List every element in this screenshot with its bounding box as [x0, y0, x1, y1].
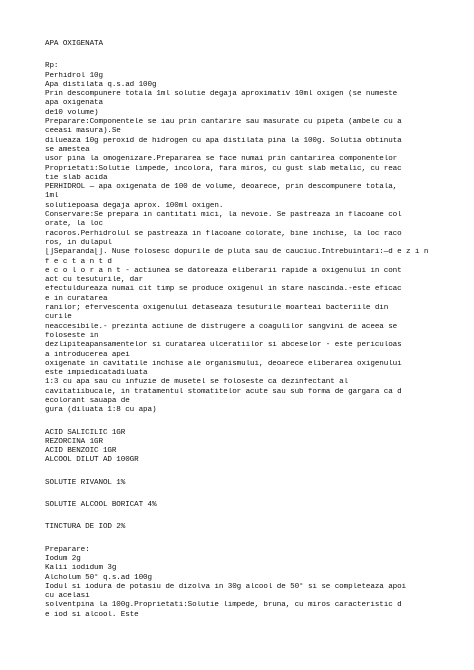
- heading-solutie-rivanol: SOLUTIE RIVANOL 1%: [45, 478, 126, 487]
- text-line: e iod si alcool. Este: [45, 610, 139, 619]
- text-line: cu acelasi: [45, 592, 90, 601]
- text-line: a introducerea apei: [45, 350, 130, 359]
- spacer: [45, 510, 459, 523]
- text-line: f e c t a n t d: [45, 257, 112, 266]
- text-line: foloseste in: [45, 331, 99, 340]
- text-line: Preparare:: [45, 545, 90, 554]
- text-line: Conservare:Se prepara in cantitati mici, la nevoie. Se pastreaza in flacoane col: [45, 211, 402, 220]
- text-line: Perhidrol 10g: [45, 71, 103, 80]
- text-line: Rp:: [45, 62, 59, 71]
- text-line: gura (diluata 1:8 cu apa): [45, 406, 157, 415]
- text-line: ACID BENZOIC 1GR: [45, 447, 117, 456]
- text-line: Iodum 2g: [45, 554, 81, 563]
- text-line: REZORCINA 1GR: [45, 437, 103, 446]
- spacer: [45, 533, 459, 546]
- text-line: ACID SALICILIC 1GR: [45, 428, 126, 437]
- text-line: []Separanda[]. Nuse folosesc dopurile de pluta sau de cauciuc.Intrebuintari:—d e z i n: [45, 248, 429, 257]
- text-line: de10 volume): [45, 108, 99, 117]
- spacer: [45, 466, 459, 479]
- document-title: APA OXIGENATA: [45, 40, 103, 48]
- heading-tinctura-de-iod: TINCTURA DE IOD 2%: [45, 523, 126, 532]
- text-line: efectuldureaza numai cit timp se produce oxigenul in stare nascinda.-este eficac: [45, 285, 402, 294]
- spacer: [45, 49, 459, 62]
- text-line: Kalii iodidum 3g: [45, 564, 117, 573]
- text-line: PERHIDROL — apa oxigenata de 100 de volume, deoarece, prin descompunere totala,: [45, 183, 398, 192]
- text-line: e c o l o r a n t - actiunea se datoreaza eliberarii rapide a oxigenului in cont: [45, 266, 402, 275]
- text-line: ceeasi masura).Se: [45, 127, 121, 136]
- text-line: Proprietati:Solutie limpede, incolora, fara miros, cu gust slab metalic, cu reac: [45, 164, 402, 173]
- text-line: oxigenate in cavitatile inchise ale organismului, deoarece eliberarea oxigenului: [45, 359, 402, 368]
- spacer: [45, 416, 459, 429]
- text-line: Iodul si iodura de potasiu de dizolva in 30g alcool de 50° si se completeaza apoi: [45, 582, 407, 591]
- text-line: se amestea: [45, 145, 90, 154]
- text-line: 1ml: [45, 192, 59, 201]
- text-line: dezlipiteapansamentelor si curatarea ulceratiilor si abceselor - este periculoas: [45, 341, 402, 350]
- text-line: curile: [45, 313, 72, 322]
- text-line: tie slab acida: [45, 173, 108, 182]
- text-line: solutiepoasa degaja aprox. 100ml oxigen.: [45, 201, 224, 210]
- text-line: Prin descompunere totala 1ml solutie degaja aproximativ 10ml oxigen (se numeste: [45, 90, 398, 99]
- document-body: [45, 40, 459, 620]
- text-line: ranilor; efervescenta oxigenului detaseaza tesuturile moarteai bacteriile din: [45, 304, 389, 313]
- text-line: solventpina la 100g.Proprietati:Solutie limpede, bruna, cu miros caracteristic d: [45, 601, 402, 610]
- text-line: cavitatiibucale, in tratamentul stomatitelor acute sau sub forma de gargara ca d: [45, 387, 402, 396]
- text-line: Alcholum 50° q.s.ad 100g: [45, 573, 152, 582]
- text-line: Apa distilata q.s.ad 100g: [45, 80, 157, 89]
- text-line: apa oxigenata: [45, 99, 103, 108]
- block-acid-salicilic: [45, 429, 459, 466]
- block-apa-oxigenata: [45, 62, 459, 415]
- text-line: Preparare:Componentele se iau prin cantarire sau masurate cu pipeta (ambele cu a: [45, 118, 402, 127]
- text-line: ros, in dulapul: [45, 238, 112, 247]
- block-tinctura-preparare: [45, 546, 459, 620]
- text-line: racoros.Perhidrolul se pastreaza in flacoane colorate, bine inchise, la loc raco: [45, 229, 402, 238]
- text-line: este impiedicatadiluata: [45, 369, 148, 378]
- text-line: e in curatarea: [45, 294, 108, 303]
- text-line: act cu tesuturile, dar: [45, 276, 144, 285]
- text-line: usor pina la omogenizare.Prepararea se face numai prin cantarirea componentelor: [45, 155, 398, 164]
- heading-solutie-alcool-boricat: SOLUTIE ALCOOL BORICAT 4%: [45, 501, 157, 510]
- text-line: ecolorant sauapa de: [45, 396, 130, 405]
- text-line: neaccesibile.- prezinta actiune de distrugere a coagulilor sangvini de aceea se: [45, 322, 398, 331]
- spacer: [45, 488, 459, 501]
- text-line: dilueaza 10g peroxid de hidrogen cu apa distilata pina la 100g. Solutia obtinuta: [45, 136, 402, 145]
- text-line: ALCOOL DILUT AD 100GR: [45, 456, 139, 465]
- text-line: orate, la loc: [45, 220, 103, 229]
- text-line: 1:3 cu apa sau cu infuzie de musetel se foloseste ca dezinfectant al: [45, 378, 349, 387]
